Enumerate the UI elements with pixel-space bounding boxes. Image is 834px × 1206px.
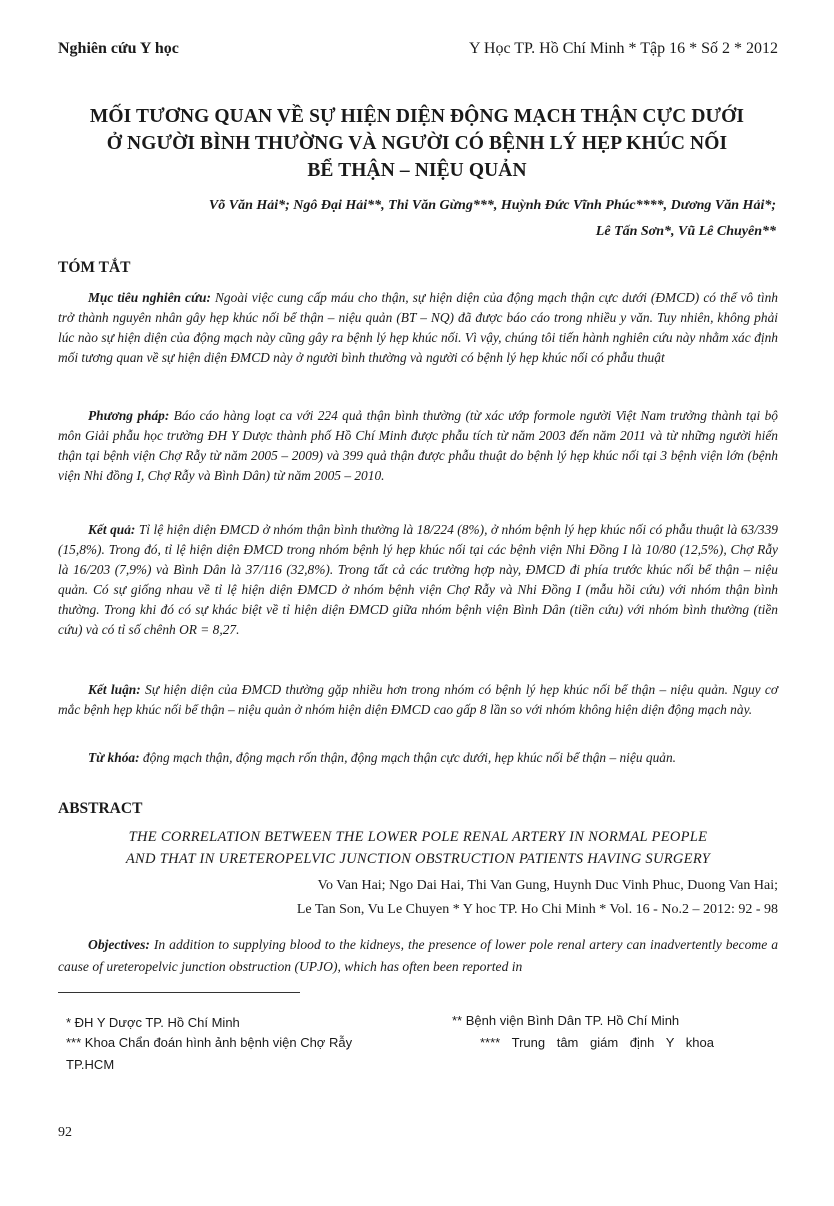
- article-title: [50, 103, 784, 184]
- footnote-1: * ĐH Y Dược TP. Hồ Chí Minh: [66, 1015, 240, 1030]
- result-paragraph: [58, 520, 778, 640]
- english-author-line: Vo Van Hai; Ngo Dai Hai, Thi Van Gung, Huynh Duc Vinh Phuc, Duong Van Hai;: [317, 878, 778, 893]
- title-line: BỂ THẬN – NIỆU QUẢN: [307, 160, 527, 181]
- conclusion-text: Sự hiện diện của ĐMCD thường gặp nhiều hơn trong nhóm có bệnh lý hẹp khúc nối bể thận – niệu quản. Nguy cơ mắc bệnh hẹp khúc nối bể thận – niệu quản ở nhóm hiện diện ĐMCD cao gấp 8 lần so với nhóm không hiện diện động mạch này.: [58, 682, 778, 717]
- journal-issue-label: Y Học TP. Hồ Chí Minh * Tập 16 * Số 2 * 2012: [468, 40, 778, 57]
- objectives-paragraph: [58, 934, 778, 978]
- page-number: 92: [58, 1125, 72, 1140]
- abstract-heading: ABSTRACT: [58, 800, 143, 817]
- footnote-3: *** Khoa Chẩn đoán hình ảnh bệnh viện Chợ Rẫy: [66, 1035, 353, 1050]
- english-title: [58, 826, 778, 870]
- method-text: Báo cáo hàng loạt ca với 224 quả thận bình thường (từ xác ướp formole người Việt Nam trưởng thành tại bộ môn Giải phẫu học trường ĐH Y Dược thành phố Hồ Chí Minh được phẫu tích từ năm 2003 đến năm 2011 và từ những người hiến thận tại bệnh viện Chợ Rẫy từ năm 2005 – 2009) và 399 quả thận được phẫu thuật do bệnh lý hẹp khúc nối tại 3 bệnh viện lớn (bệnh viện Nhi đồng I, Chợ Rẫy và Bình Dân) từ năm 2005 – 2010.: [58, 408, 779, 483]
- journal-section-label: Nghiên cứu Y học: [58, 40, 179, 57]
- keywords-text: động mạch thận, động mạch rốn thận, động mạch thận cực dưới, hẹp khúc nối bể thận – niệu quản.: [139, 750, 677, 765]
- keywords-paragraph: [58, 748, 778, 768]
- title-line: MỐI TƯƠNG QUAN VỀ SỰ HIỆN DIỆN ĐỘNG MẠCH THẬN CỰC DƯỚI: [89, 106, 745, 127]
- keywords-label: Từ khóa:: [88, 750, 140, 765]
- summary-heading: TÓM TẮT: [58, 259, 131, 276]
- result-text: Tỉ lệ hiện diện ĐMCD ở nhóm thận bình thường là 18/224 (8%), ở nhóm bệnh lý hẹp khúc nối có phẫu thuật là 63/339 (15,8%). Trong đó, tỉ lệ hiện diện ĐMCD trong nhóm bệnh lý hẹp khúc nối tại các bệnh viện Nhi Đồng I là 10/80 (12,5%), Chợ Rẫy là 16/203 (7,9%) và Bình Dân là 37/116 (32,8%). Trong tất cả các trường hợp này, ĐMCD đi phía trước khúc nối bể thận – niệu quản. Có sự giống nhau về tỉ lệ hiện diện ĐMCD ở nhóm bệnh viện Chợ Rẫy và Nhi Đồng I (mẫu hồi cứu) với nhóm thận bình thường. Trong khi đó có sự khác biệt về tỉ hiện diện ĐMCD giữa nhóm bệnh viện Bình Dân (tiền cứu) với nhóm bình thường (tiền cứu) và có tỉ số chênh OR = 8,27.: [58, 522, 778, 637]
- english-authors: [138, 874, 778, 922]
- objective-label: Mục tiêu nghiên cứu:: [88, 290, 211, 305]
- footnote-3-cont: TP.HCM: [66, 1057, 115, 1072]
- objectives-text: In addition to supplying blood to the kidneys, the presence of lower pole renal artery can inadvertently become a cause of ureteropelvic junction obstruction (UPJO), which has often been reported in: [58, 937, 778, 974]
- conclusion-paragraph: [58, 680, 778, 720]
- footnote-2: ** Bệnh viện Bình Dân TP. Hồ Chí Minh: [452, 1013, 680, 1028]
- author-line: Lê Tấn Sơn*, Vũ Lê Chuyên**: [595, 224, 776, 239]
- author-list: [100, 193, 776, 245]
- english-citation-line: Le Tan Son, Vu Le Chuyen * Y hoc TP. Ho Chi Minh * Vol. 16 - No.2 – 2012: 92 - 98: [296, 902, 778, 917]
- english-title-line: AND THAT IN URETEROPELVIC JUNCTION OBSTRUCTION PATIENTS HAVING SURGERY: [125, 851, 711, 867]
- footnote-divider: [58, 992, 300, 993]
- method-paragraph: [58, 406, 778, 486]
- objective-text: Ngoài việc cung cấp máu cho thận, sự hiện diện của động mạch thận cực dưới (ĐMCD) có thể vô tình trở thành nguyên nhân gây hẹp khúc nối bể thận – niệu quản (BT – NQ) đã được báo cáo trong nhiều y văn. Tuy nhiên, không phải lúc nào sự hiện diện của động mạch này cũng gây ra bệnh lý hẹp khúc nối. Vì vậy, chúng tôi tiến hành nghiên cứu này nhằm xác định mối tương quan về sự hiện diện ĐMCD này ở người bình thường và người có bệnh lý hẹp khúc nối có phẫu thuật: [58, 290, 779, 365]
- objective-paragraph: [58, 288, 778, 368]
- english-title-line: THE CORRELATION BETWEEN THE LOWER POLE RENAL ARTERY IN NORMAL PEOPLE: [128, 829, 708, 845]
- title-line: Ở NGƯỜI BÌNH THƯỜNG VÀ NGƯỜI CÓ BỆNH LÝ HẸP KHÚC NỐI: [106, 133, 728, 154]
- conclusion-label: Kết luận:: [88, 682, 141, 697]
- method-label: Phương pháp:: [88, 408, 170, 423]
- author-line: Võ Văn Hải*; Ngô Đại Hải**, Thi Văn Gừng***, Huỳnh Đức Vĩnh Phúc****, Dương Văn Hải*;: [208, 198, 776, 213]
- result-label: Kết quả:: [88, 522, 136, 537]
- objectives-label: Objectives:: [88, 937, 150, 952]
- footnote-4: **** Trung tâm giám định Y khoa: [480, 1035, 714, 1050]
